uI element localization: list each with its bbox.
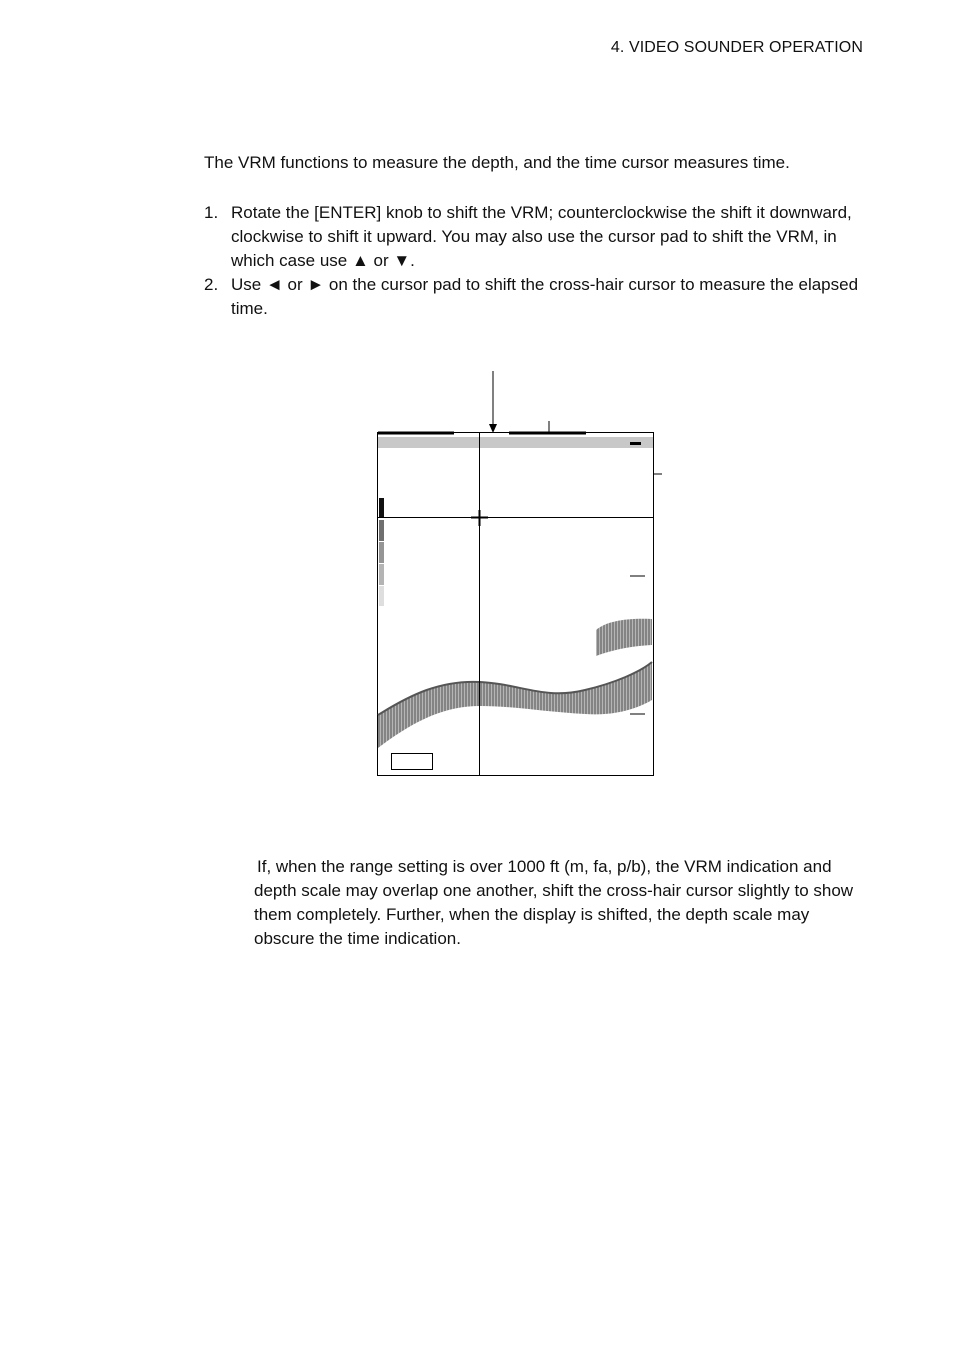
section-header: 4. VIDEO SOUNDER OPERATION xyxy=(610,39,863,56)
list-item xyxy=(204,273,864,321)
color-bar-segment xyxy=(379,520,384,541)
vrm-arrow-icon xyxy=(587,503,597,514)
color-bar-segment xyxy=(379,498,384,518)
cursor-callout-line xyxy=(487,523,499,532)
note-paragraph xyxy=(254,855,854,951)
step-number: 1. xyxy=(204,203,219,222)
display-frame xyxy=(378,433,654,776)
list-item xyxy=(204,201,864,273)
color-bar-segment xyxy=(379,542,384,563)
color-bar-segment xyxy=(379,586,384,606)
step-text: Use ◄ or ► on the cursor pad to shift the cross-hair cursor to measure the elapsed time. xyxy=(231,275,859,318)
note-text: If, when the range setting is over 1000 ft (m, fa, p/b), the VRM indication and depth scale may overlap one another, shift the cross-hair cursor slightly to show them completely. Further, when the display is shifted, the depth scale may obscure the time indication. xyxy=(254,857,854,948)
bottom-echo xyxy=(378,662,652,748)
header-marker xyxy=(630,442,641,445)
indication-box xyxy=(392,754,433,770)
time-cursor-arrow-icon xyxy=(489,424,497,433)
vrm-indication-callout-line xyxy=(528,421,549,510)
intro-paragraph: The VRM functions to measure the depth, and the time cursor measures time. xyxy=(204,153,790,172)
step-text: Rotate the [ENTER] knob to shift the VRM; counterclockwise the shift it downward, clockwise to shift it upward. You may also use the cursor pad to shift the VRM, in which case use ▲ or ▼. xyxy=(231,203,852,270)
steps-list xyxy=(204,201,864,321)
step-number: 2. xyxy=(204,275,219,294)
bottom-echo-edge xyxy=(378,662,652,715)
vrm-indication-arrow-icon xyxy=(520,507,528,513)
fish-school-echo xyxy=(596,619,652,656)
vrm-callout-line xyxy=(592,474,662,505)
cursor-arrow-icon xyxy=(483,520,490,526)
header-strip xyxy=(378,437,653,448)
color-bar-segment xyxy=(379,564,384,585)
